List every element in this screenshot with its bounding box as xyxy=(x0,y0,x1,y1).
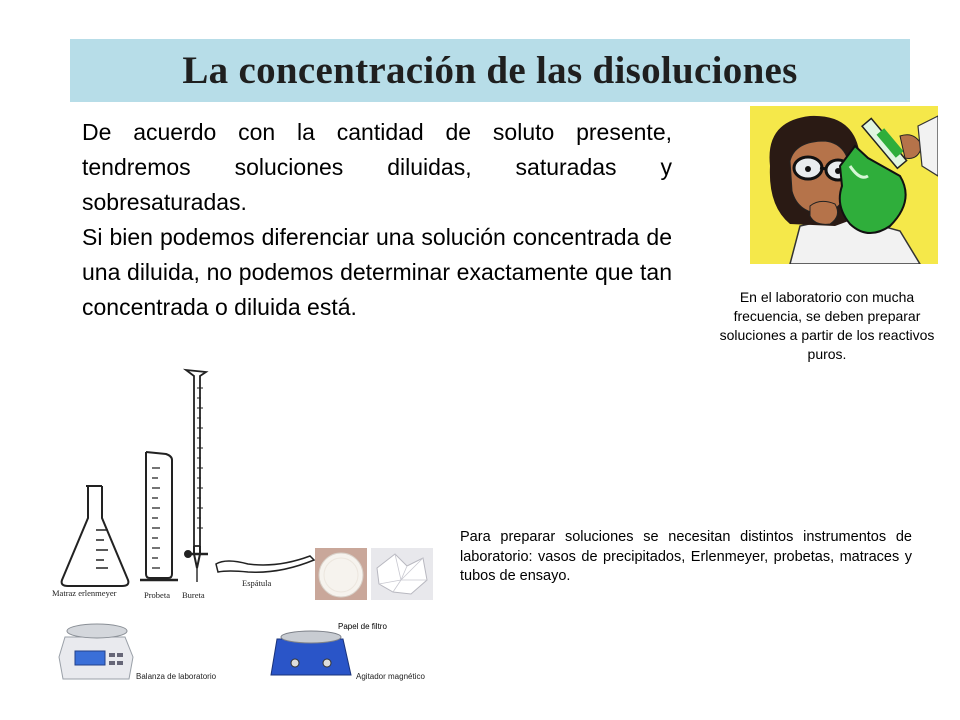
label-espatula: Espátula xyxy=(242,578,272,588)
slide-title: La concentración de las disoluciones xyxy=(182,49,798,92)
label-probeta: Probeta xyxy=(144,590,170,600)
label-matraz: Matraz erlenmeyer xyxy=(52,588,117,598)
instruments-paragraph: Para preparar soluciones se necesitan distintos instrumentos de laboratorio: vasos de precipitados, Erlenmeyer, probetas, matraces y tubos de ensayo. xyxy=(460,529,912,584)
lab-scientist-illustration xyxy=(750,106,938,264)
main-text-block xyxy=(82,115,672,325)
photo-caption: En el laboratorio con mucha frecuencia, se deben preparar soluciones a partir de los reactivos puros. xyxy=(719,289,935,362)
label-papel: Papel de filtro xyxy=(338,622,387,631)
main-paragraph-2: Si bien podemos diferenciar una solución concentrada de una diluida, no podemos determinar exactamente que tan concentrada o diluida está. xyxy=(82,224,672,320)
label-balanza: Balanza de laboratorio xyxy=(136,672,217,681)
label-agitador: Agitador magnético xyxy=(356,672,425,681)
label-bureta: Bureta xyxy=(182,590,205,600)
title-band xyxy=(70,39,910,102)
filter-paper-images xyxy=(315,548,435,618)
main-paragraph-1: De acuerdo con la cantidad de soluto presente, tendremos soluciones diluidas, saturadas y sobresaturadas. xyxy=(82,119,672,215)
